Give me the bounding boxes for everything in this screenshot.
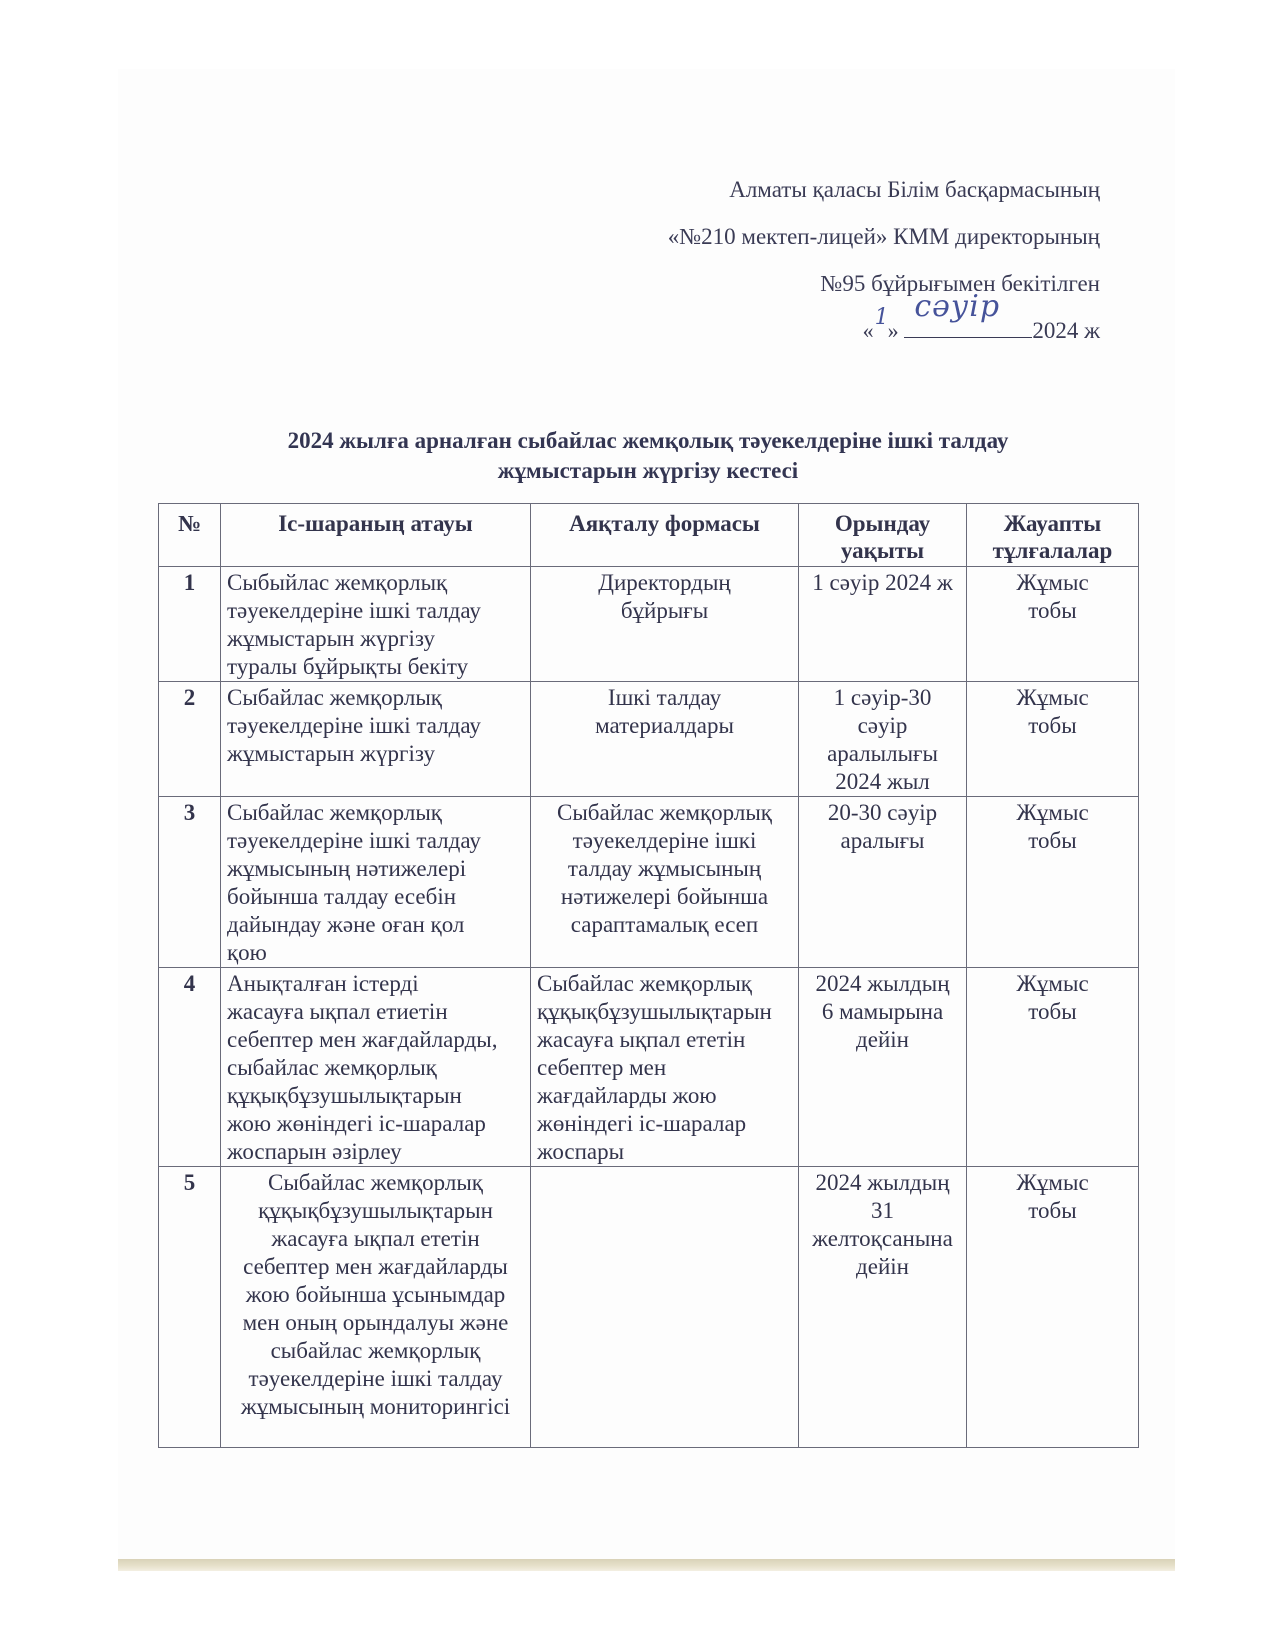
table-row: [159, 968, 1139, 1167]
approval-line-2: «№210 мектеп-лицей» КММ директорының: [667, 224, 1100, 249]
date-close-quote: »: [887, 318, 899, 343]
event-name: Сыбайлас жемқорлық тәуекелдеріне ішкі талдау жұмыстарын жүргізу: [221, 682, 531, 797]
row-number: 3: [159, 797, 221, 968]
responsible: Жұмыс тобы: [967, 968, 1139, 1167]
handwritten-day: 1: [874, 305, 889, 330]
header-completion-form: Аяқталу формасы: [531, 504, 799, 567]
date-open-quote: «: [862, 318, 874, 343]
responsible: Жұмыс тобы: [967, 567, 1139, 682]
execution-time: 2024 жылдың 6 мамырына дейін: [799, 968, 967, 1167]
row-number: 4: [159, 968, 221, 1167]
table-row: [159, 1167, 1139, 1448]
header-execution-time: Орындау уақыты: [799, 504, 967, 567]
date-month-field: [904, 289, 1032, 338]
row-number: 5: [159, 1167, 221, 1448]
row-number: 2: [159, 682, 221, 797]
header-number: №: [159, 504, 221, 567]
completion-form: Ішкі талдау материалдары: [531, 682, 799, 797]
event-name: Сыбайлас жемқорлық құқықбұзушылықтарын жасауға ықпал ететін себептер мен жағдайларды жою бойынша ұсынымдар мен оның орындалуы және сыбайлас жемқорлық тәуекелдеріне ішкі талдау жұмысының мониторингісі: [221, 1167, 531, 1448]
table-header-row: [159, 504, 1139, 567]
execution-time: 2024 жылдың 31 желтоқсанына дейін: [799, 1167, 967, 1448]
completion-form: Сыбайлас жемқорлық құқықбұзушылықтарын жасауға ықпал ететін себептер мен жағдайларды жою жөніндегі іс-шаралар жоспары: [531, 968, 799, 1167]
table-row: [159, 682, 1139, 797]
event-name: Сыбайлас жемқорлық тәуекелдеріне ішкі талдау жұмысының нәтижелері бойынша талдау есебін дайындау және оған қол қою: [221, 797, 531, 968]
date-year: 2024 ж: [1032, 318, 1100, 343]
document-title-line-2: жұмыстарын жүргізу кестесі: [497, 458, 799, 483]
date-day-field: [874, 305, 889, 338]
handwritten-month: сәуір: [914, 289, 1001, 324]
completion-form: Сыбайлас жемқорлық тәуекелдеріне ішкі талдау жұмысының нәтижелері бойынша сараптамалық есеп: [531, 797, 799, 968]
approval-block: [668, 166, 1100, 354]
execution-time: 1 сәуір 2024 ж: [799, 567, 967, 682]
approval-line-3: №95 бұйрығымен бекітілген: [820, 271, 1100, 296]
document-title-line-1: 2024 жылға арналған сыбайлас жемқолық тәуекелдеріне ішкі талдау: [287, 428, 1009, 453]
responsible: Жұмыс тобы: [967, 797, 1139, 968]
approval-line-1: Алматы қаласы Білім басқармасының: [729, 177, 1100, 202]
page-bottom-edge: [118, 1559, 1175, 1571]
event-name: Сыбыйлас жемқорлық тәуекелдеріне ішкі талдау жұмыстарын жүргізу туралы бұйрықты бекіту: [221, 567, 531, 682]
responsible: Жұмыс тобы: [967, 682, 1139, 797]
completion-form: Директордың бұйрығы: [531, 567, 799, 682]
approval-date: [668, 289, 1100, 354]
responsible: Жұмыс тобы: [967, 1167, 1139, 1448]
document-title: [158, 426, 1138, 486]
execution-time: 20-30 сәуір аралығы: [799, 797, 967, 968]
header-responsible: Жауапты тұлғалалар: [967, 504, 1139, 567]
event-name: Анықталған істерді жасауға ықпал етиетін себептер мен жағдайларды, сыбайлас жемқорлық құқықбұзушылықтарын жою жөніндегі іс-шаралар жоспарын әзірлеу: [221, 968, 531, 1167]
table-row: [159, 797, 1139, 968]
schedule-table: [158, 503, 1139, 1448]
row-number: 1: [159, 567, 221, 682]
execution-time: 1 сәуір-30 сәуір аралылығы 2024 жыл: [799, 682, 967, 797]
completion-form: [531, 1167, 799, 1448]
header-event-name: Іс-шараның атауы: [221, 504, 531, 567]
table-row: [159, 567, 1139, 682]
